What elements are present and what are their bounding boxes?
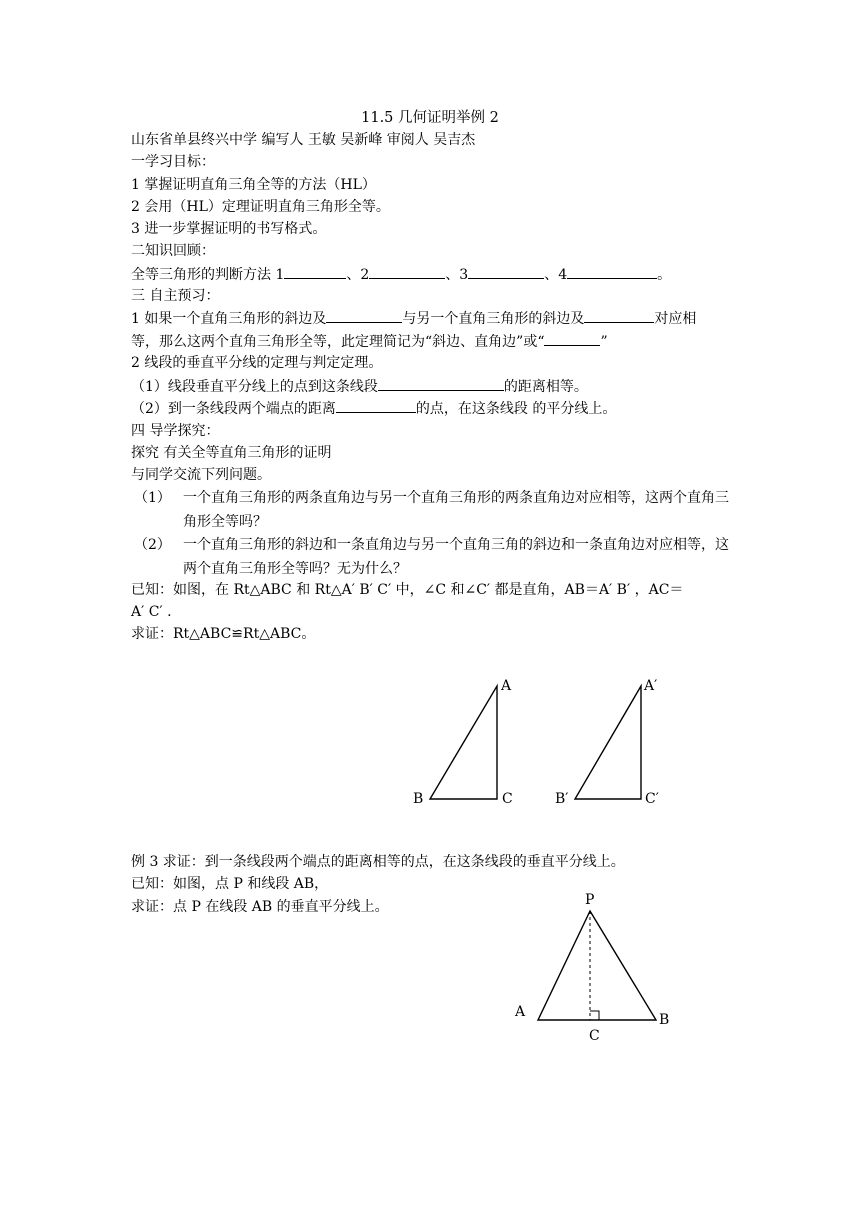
triangle-pab — [514, 892, 669, 1044]
preview-q2-2b: 的点，在这条线段 的平分线上。 — [415, 401, 617, 417]
review-end: 。 — [657, 267, 672, 283]
label-c-prime: C′ — [645, 791, 659, 807]
review-prefix: 全等三角形的判断方法 1 — [131, 267, 285, 283]
review-sep-2: 、3 — [445, 267, 469, 283]
discuss-line: 与同学交流下列问题。 — [131, 467, 271, 483]
question-1-number: （1） — [134, 490, 171, 506]
triangle-a2b2c2 — [555, 678, 659, 807]
preview-q1-part3: 对应相 — [654, 311, 697, 327]
question-1-text: 一个直角三角形的两条直角边与另一个直角三角形的两条直角边对应相等，这两个直角三角形全等吗？ — [183, 490, 729, 530]
label-a-2: A — [515, 1004, 526, 1020]
section1-heading: 一学习目标： — [131, 154, 215, 170]
label-a-prime: A′ — [644, 678, 658, 694]
label-b: B — [413, 791, 424, 807]
preview-q2-1b: 的距离相等。 — [503, 379, 588, 395]
right-angle-marker — [590, 1011, 599, 1020]
question-2-number: （2） — [134, 537, 171, 553]
preview-q2-2a: （2）到一条线段两个端点的距离 — [131, 401, 336, 417]
preview-q1-part1: 1 如果一个直角三角形的斜边及 — [131, 311, 327, 327]
example3-known: 已知：如图，点 P 和线段 AB， — [131, 876, 329, 892]
section4-heading: 四 导学探究： — [131, 423, 220, 439]
goal-item-1: 1 掌握证明直角三角全等的方法（HL） — [131, 177, 376, 193]
example3-statement: 例 3 求证：到一条线段两个端点的距离相等的点，在这条线段的垂直平分线上。 — [131, 854, 625, 870]
goal-item-3: 3 进一步掌握证明的书写格式。 — [131, 221, 327, 237]
label-b-2: B — [659, 1012, 670, 1028]
label-p: P — [585, 892, 595, 908]
preview-q2: 2 线段的垂直平分线的定理与判定定理。 — [131, 355, 383, 371]
triangle-abc — [413, 678, 513, 807]
example3-prove: 求证：点 P 在线段 AB 的垂直平分线上。 — [131, 899, 389, 915]
section2-heading: 二知识回顾： — [131, 243, 215, 259]
question-2-text: 一个直角三角形的斜边和一条直角边与另一个直角三角的斜边和一条直角边对应相等，这两个直角三角形全等吗？无为什么？ — [183, 537, 729, 577]
label-b-prime: B′ — [555, 791, 569, 807]
preview-q2-1a: （1）线段垂直平分线上的点到这条线段 — [131, 379, 378, 395]
review-sep-3: 、4 — [544, 267, 568, 283]
label-c: C — [502, 791, 513, 807]
explore-line: 探究 有关全等直角三角形的证明 — [131, 445, 332, 461]
section3-heading: 三 自主预习： — [131, 288, 220, 304]
label-a: A — [501, 678, 512, 694]
author-line: 山东省单县终兴中学 编写人 王敏 吴新峰 审阅人 吴吉杰 — [131, 132, 476, 148]
preview-q1-line2-end: ” — [600, 334, 608, 350]
known-line-1: 已知：如图，在 Rt△ABC 和 Rt△A′ B′ C′ 中，∠C 和∠C′ 都是直角，AB＝A′ B′ ，AC＝ — [131, 582, 684, 598]
page-title: 11.5 几何证明举例 2 — [361, 110, 499, 126]
known-line-2: A′ C′ . — [131, 604, 172, 620]
label-c-2: C — [589, 1028, 600, 1044]
review-sep-1: 、2 — [346, 267, 370, 283]
preview-q1-part2: 与另一个直角三角形的斜边及 — [402, 311, 585, 327]
prove-line: 求证：Rt△ABC≌Rt△ABC。 — [131, 626, 316, 642]
goal-item-2: 2 会用（HL）定理证明直角三角形全等。 — [131, 199, 390, 215]
preview-q1-line2-text: 等，那么这两个直角三角形全等，此定理简记为“斜边、直角边”或“ — [131, 334, 545, 350]
